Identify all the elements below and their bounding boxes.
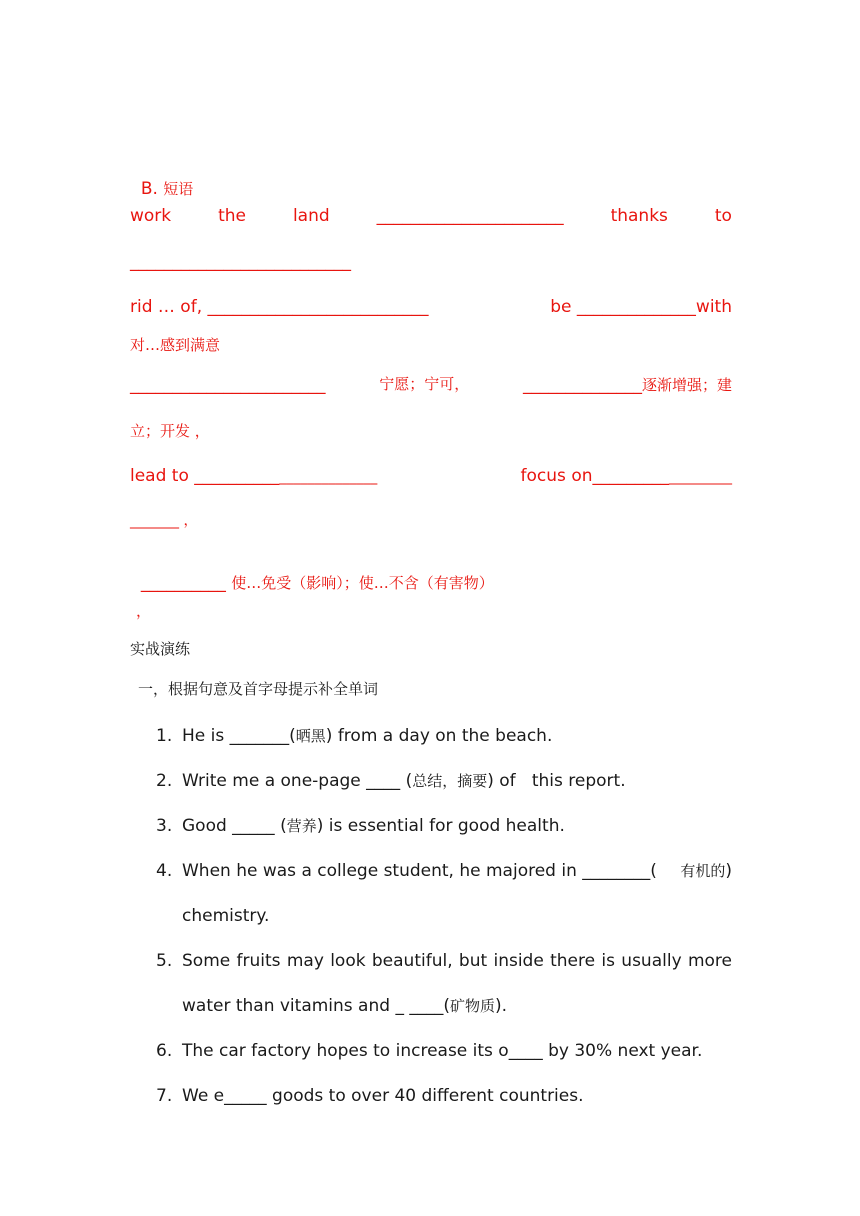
phrase-thanks: thanks — [610, 206, 668, 226]
question-text: water than vitamins and _ ____( — [182, 996, 450, 1016]
phrase-blank-thin: _________ — [669, 469, 732, 485]
question-text: ) of this report. — [487, 771, 626, 791]
section-b-letter: B. — [140, 179, 164, 199]
phrase-blank: _______________________ — [130, 375, 326, 395]
question-text: ) from a day on the beach. — [325, 726, 553, 746]
phrase-row-1-continued: __________________________ — [130, 252, 351, 272]
question-text: ). — [495, 996, 508, 1016]
phrase-focus-on: focus on — [520, 466, 593, 486]
question-text: He is _______( — [182, 726, 296, 746]
question-2 — [182, 773, 626, 790]
phrase-gloss-free: 使…免受（影响）；使…不含（有害物） — [231, 574, 494, 592]
phrase-lead-to-group — [130, 468, 377, 485]
question-6: The car factory hopes to increase its o____ by 30% next year. — [182, 1041, 703, 1061]
phrase-row-4-continued: _______ ， — [130, 513, 198, 529]
question-number: 7. — [156, 1086, 173, 1106]
phrase-be: be — [550, 297, 572, 317]
phrase-gloss-rather: 宁愿；宁可， — [379, 375, 470, 393]
phrase-row-4 — [130, 468, 732, 485]
practice-subheading: 一，根据句意及首字母提示补全单词 — [138, 680, 379, 698]
question-1 — [182, 728, 552, 745]
question-number: 4. — [156, 861, 173, 881]
phrase-row-3 — [130, 377, 732, 394]
question-hint: 总结，摘要 — [412, 772, 488, 790]
phrase-focus-on-group — [521, 468, 732, 485]
question-number: 3. — [156, 816, 173, 836]
question-text: Good _____ ( — [182, 816, 287, 836]
question-text: When he was a college student, he majored in ________( — [182, 861, 657, 881]
question-7: We e_____ goods to over 40 different countries. — [182, 1086, 584, 1106]
phrase-blank: ______________ — [576, 297, 696, 317]
phrase-row-3-continued: 立；开发 ， — [130, 422, 210, 440]
question-text: Write me a one-page ____ ( — [182, 771, 413, 791]
phrase-work: work — [130, 206, 172, 226]
section-b-title-cn: 短语 — [163, 180, 194, 198]
phrase-blank: _________ — [592, 466, 669, 486]
phrase-rid-of: rid … of, __________________________ — [130, 297, 429, 317]
question-hint: 营养 — [286, 817, 317, 835]
practice-heading: 实战演练 — [130, 640, 191, 658]
question-3 — [182, 818, 565, 835]
question-number: 2. — [156, 771, 173, 791]
phrase-blank: ______________________ — [376, 206, 564, 226]
phrase-gloss-build: 逐渐增强；建 — [641, 376, 732, 394]
phrase-row-2-gloss: 对…感到满意 — [130, 336, 221, 354]
question-hint-group — [680, 863, 732, 880]
question-5-continued — [182, 998, 507, 1015]
question-number: 5. — [156, 951, 173, 971]
phrase-row-5-continued: ， — [136, 602, 152, 620]
phrase-the: the — [218, 206, 246, 226]
phrase-blank-thin: ______________ — [279, 469, 378, 485]
phrase-blank-build — [523, 377, 732, 394]
question-hint: 矿物质 — [449, 997, 495, 1015]
phrase-be-with — [550, 299, 732, 316]
phrase-blank: __________ — [194, 466, 280, 486]
question-text: ) is essential for good health. — [316, 816, 565, 836]
phrase-to: to — [714, 206, 732, 226]
question-number: 6. — [156, 1041, 173, 1061]
phrase-row-2 — [130, 299, 732, 316]
question-text: ) — [725, 861, 732, 881]
phrase-blank: __________ — [140, 573, 226, 593]
phrase-lead-to: lead to — [130, 466, 189, 486]
question-number: 1. — [156, 726, 173, 746]
question-hint: 晒黑 — [295, 727, 326, 745]
phrase-row-1 — [130, 208, 732, 225]
question-4-continued: chemistry. — [182, 906, 270, 926]
section-b-title — [130, 164, 193, 198]
question-5: Some fruits may look beautiful, but inside there is usually more — [182, 951, 732, 971]
phrase-blank: ______________ — [522, 375, 642, 395]
phrase-row-5 — [130, 558, 494, 592]
question-hint: 有机的 — [680, 862, 726, 880]
phrase-with: with — [695, 297, 732, 317]
question-4 — [182, 863, 732, 880]
phrase-land: land — [292, 206, 330, 226]
